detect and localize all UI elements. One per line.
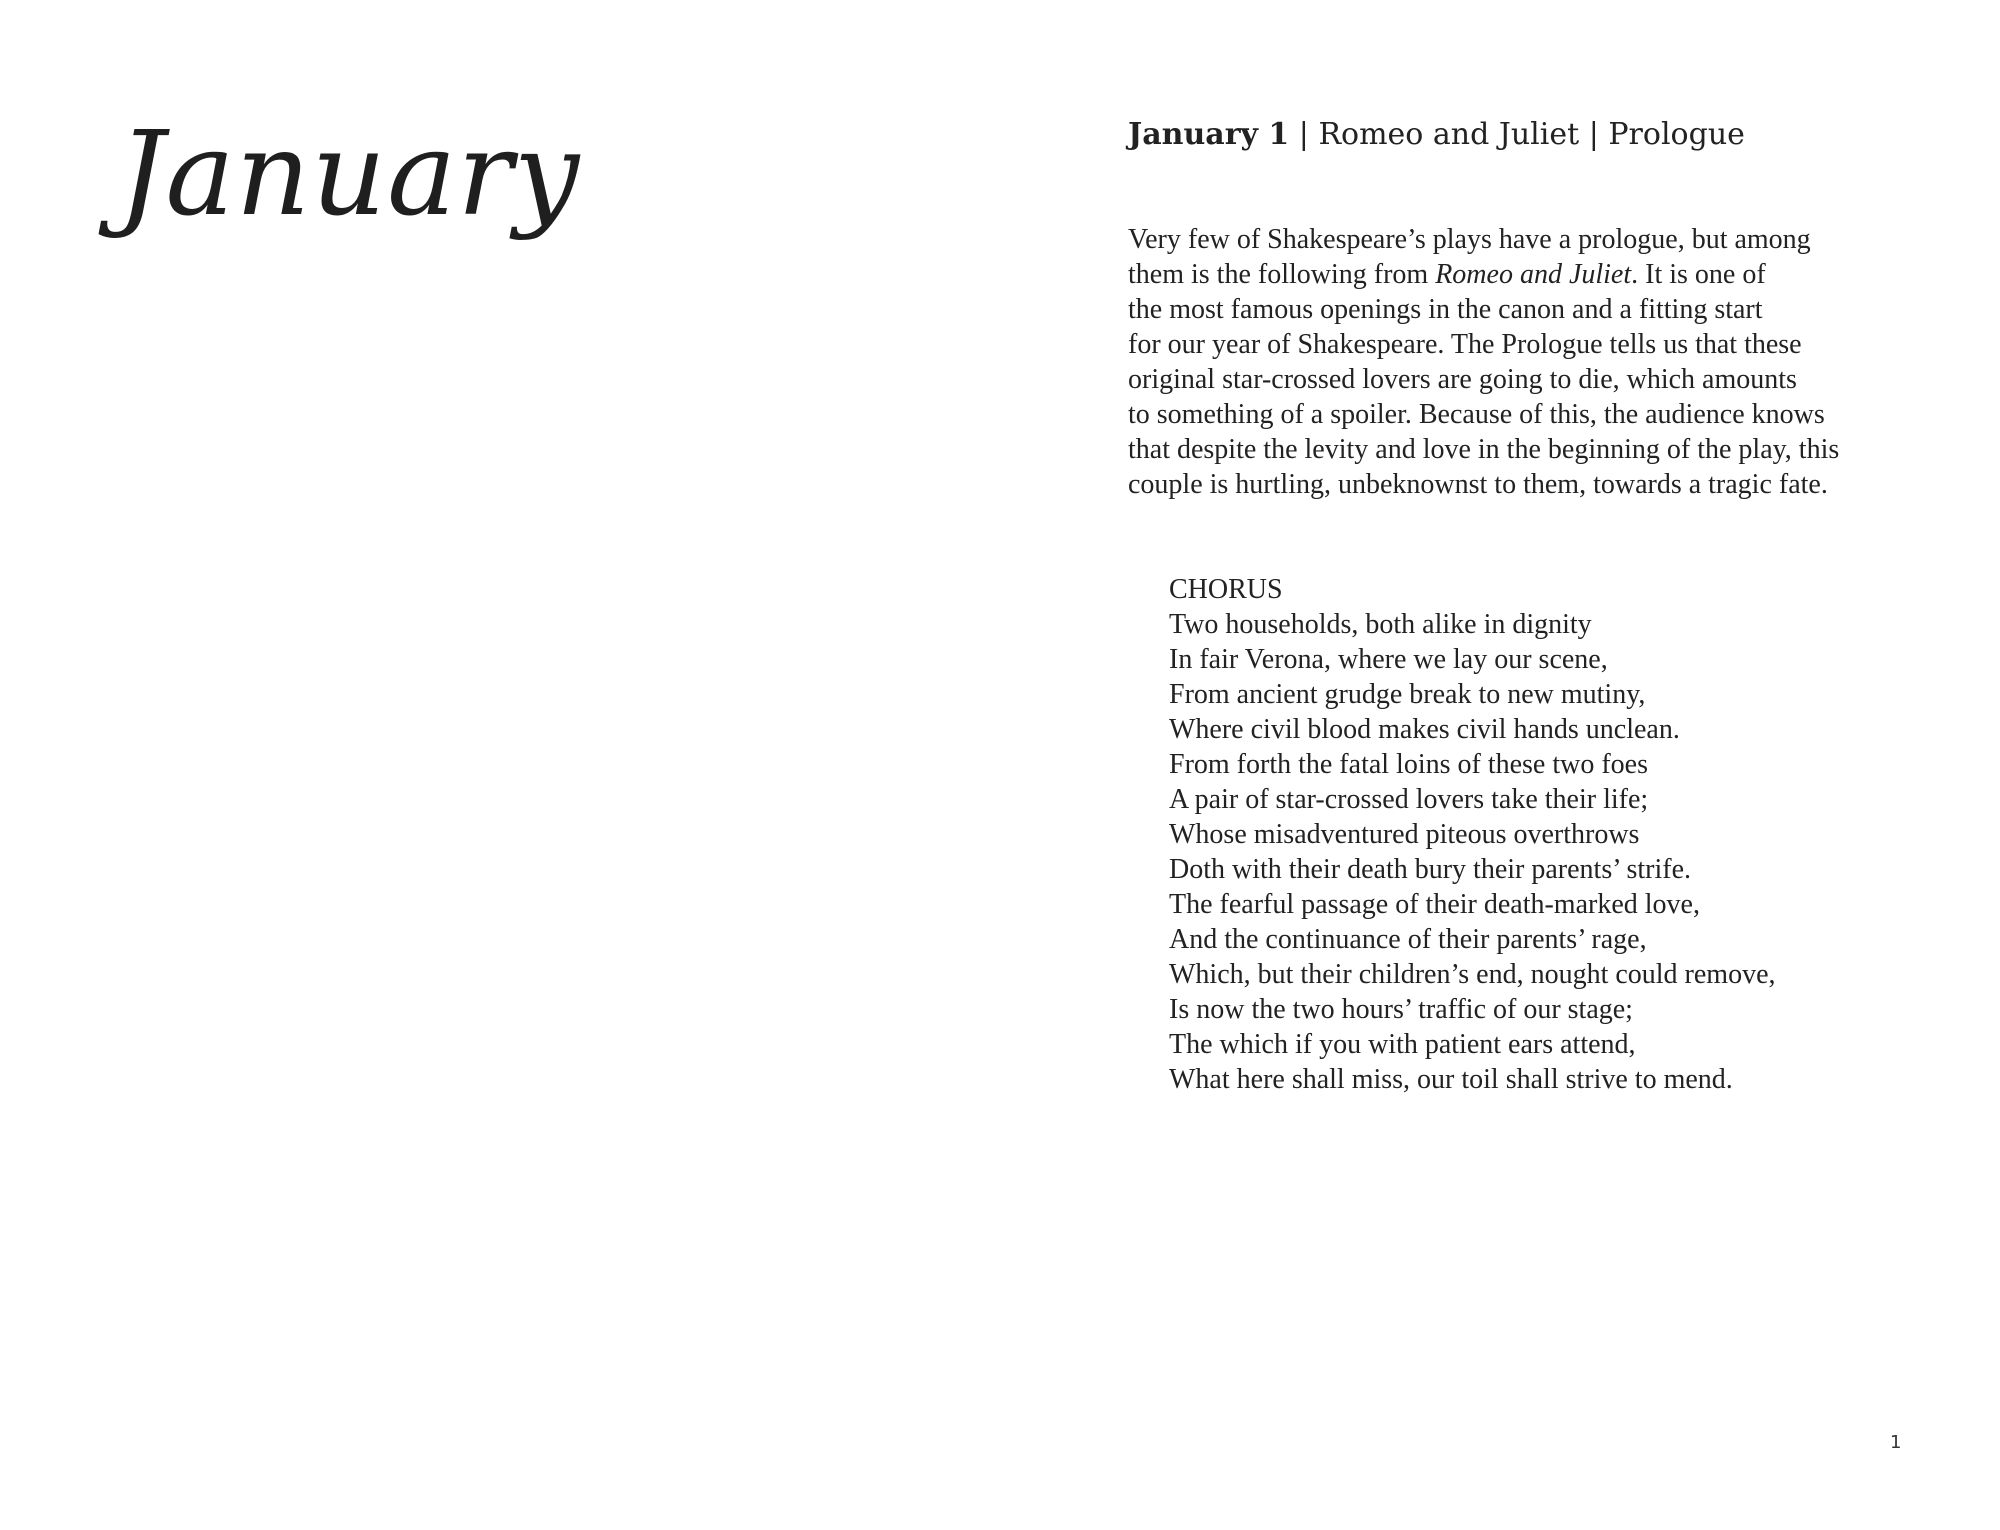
entry-play: Romeo and Juliet (1318, 117, 1580, 152)
verse-line: Is now the two hours’ traffic of our stage; (1169, 994, 1633, 1025)
verse-line: From forth the fatal loins of these two foes (1169, 749, 1649, 780)
verse-line: A pair of star-crossed lovers take their life; (1169, 784, 1649, 815)
entry-header (1128, 114, 1745, 156)
entry-section: Prologue (1608, 117, 1745, 152)
intro-text: . It is one of (1631, 259, 1766, 290)
verse-line: Doth with their death bury their parents’ strife. (1169, 854, 1691, 885)
verse-line: The which if you with patient ears attend, (1169, 1029, 1636, 1060)
intro-line: original star-crossed lovers are going to die, which amounts (1128, 364, 1797, 395)
intro-line: the most famous openings in the canon and a fitting start (1128, 294, 1763, 325)
verse-line: What here shall miss, our toil shall strive to mend. (1169, 1064, 1733, 1095)
intro-line (1128, 257, 1928, 292)
intro-line: for our year of Shakespeare. The Prologue tells us that these (1128, 329, 1802, 360)
header-separator: | (1579, 117, 1609, 152)
verse-line: Where civil blood makes civil hands unclean. (1169, 714, 1680, 745)
right-page (1128, 0, 1948, 1530)
verse-line: Two households, both alike in dignity (1169, 609, 1592, 640)
intro-line: Very few of Shakespeare’s plays have a prologue, but among (1128, 224, 1811, 255)
intro-line: that despite the levity and love in the beginning of the play, this (1128, 434, 1840, 465)
verse-speaker: CHORUS (1169, 574, 1283, 605)
verse-block (1169, 572, 1776, 1097)
verse-line: Which, but their children’s end, nought could remove, (1169, 959, 1776, 990)
intro-paragraph (1128, 222, 1928, 502)
entry-date: January 1 (1128, 117, 1290, 152)
intro-text: them is the following from (1128, 259, 1436, 290)
page-number: 1 (1890, 1432, 1902, 1453)
verse-line: Whose misadventured piteous overthrows (1169, 819, 1640, 850)
play-title-italic: Romeo and Juliet (1435, 259, 1632, 290)
verse-line: From ancient grudge break to new mutiny, (1169, 679, 1646, 710)
intro-line: couple is hurtling, unbeknownst to them, towards a tragic fate. (1128, 469, 1828, 500)
header-separator: | (1289, 117, 1319, 152)
verse-line: And the continuance of their parents’ rage, (1169, 924, 1647, 955)
intro-line: to something of a spoiler. Because of this, the audience knows (1128, 399, 1825, 430)
verse-line: In fair Verona, where we lay our scene, (1169, 644, 1608, 675)
verse-line: The fearful passage of their death-marked love, (1169, 889, 1700, 920)
chapter-title: January (118, 107, 581, 242)
